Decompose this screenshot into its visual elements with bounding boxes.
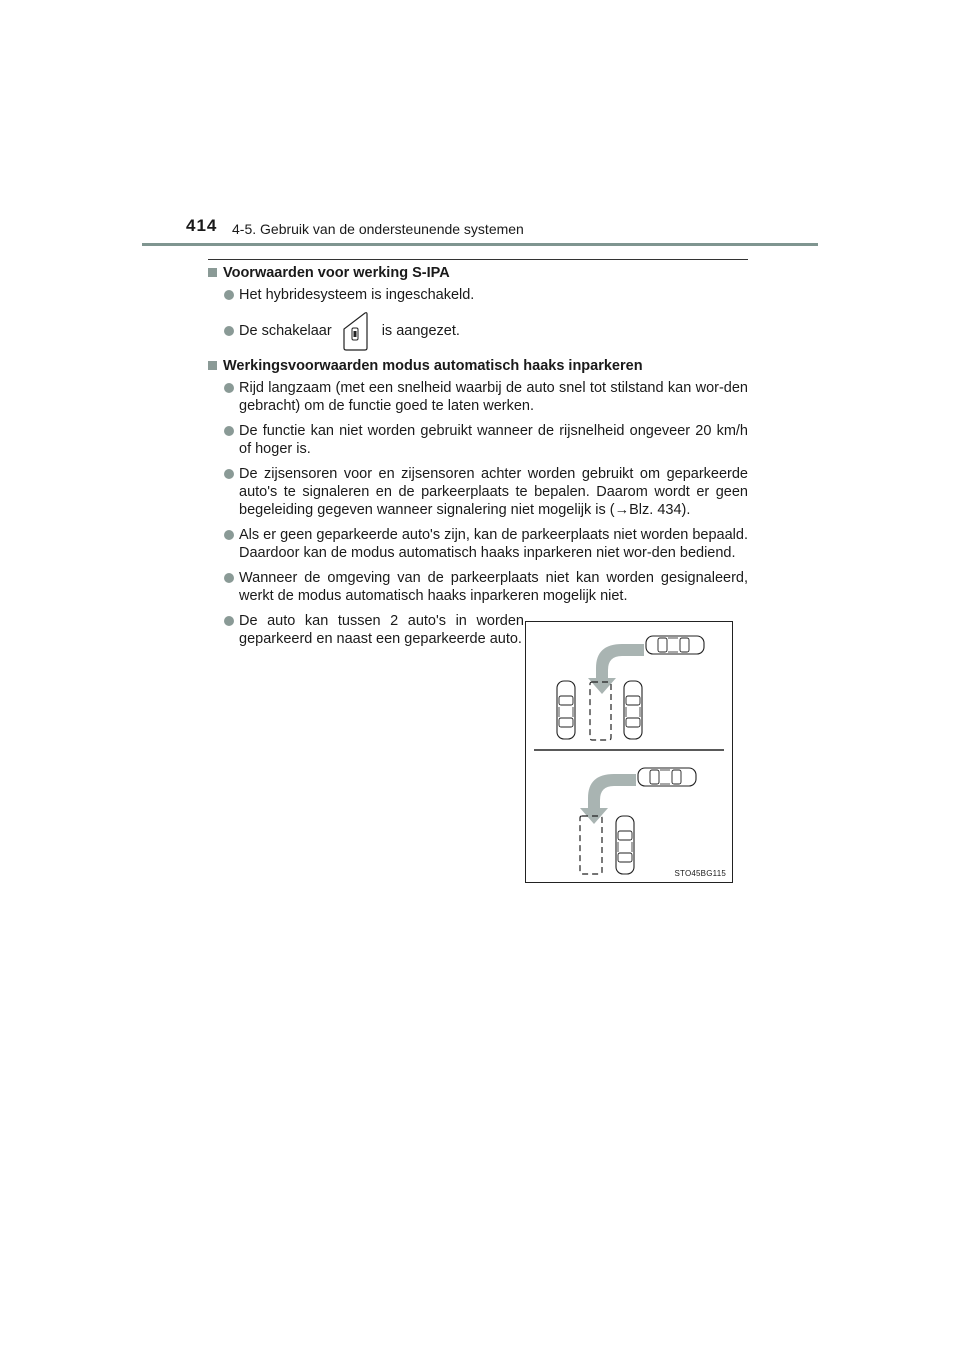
section-heading-text: Werkingsvoorwaarden modus automatisch haaks inparkeren [223,358,643,374]
section-heading [208,264,748,282]
list-item-text: De auto kan tussen 2 auto's in worden geparkeerd en naast een geparkeerde auto. [239,613,524,647]
page-number: 414 [186,216,218,235]
circle-bullet-icon [224,383,234,393]
list-item-text: De functie kan niet worden gebruikt wanneer de rijsnelheid ongeveer 20 km/h of hoger is. [239,423,748,457]
car-icon [646,636,704,654]
circle-bullet-icon [224,426,234,436]
car-icon [616,816,634,874]
list-item [208,286,748,304]
list-item-text-before: De schakelaar [239,323,332,339]
content [208,264,748,655]
list-item [208,526,748,562]
section-heading-text: Voorwaarden voor werking S-IPA [223,265,450,281]
list-item-switch [208,311,748,351]
list-item-text: Het hybridesysteem is ingeschakeld. [239,287,475,303]
circle-bullet-icon [224,469,234,479]
car-icon [557,681,575,739]
list-item [208,422,748,458]
header-rule [142,243,818,246]
list-item-text: Als er geen geparkeerde auto's zijn, kan de parkeerplaats niet worden bepaald. Daardoor kan de modus automatisch haaks inparkeren niet wor-den bediend. [239,527,748,561]
parking-space-icon [580,816,602,874]
list-item [208,465,748,519]
list-item [208,569,748,605]
list-item-text: Wanneer de omgeving van de parkeerplaats niet kan worden gesignaleerd, werkt de modus automatisch haaks inparkeren mogelijk niet. [239,570,748,604]
section-heading [208,357,748,375]
list-item-text: Rijd langzaam (met een snelheid waarbij de auto snel tot stilstand kan wor-den gebracht) om de functie goed te laten werken. [239,380,748,414]
circle-bullet-icon [224,290,234,300]
circle-bullet-icon [224,573,234,583]
list-item-text-after: is aangezet. [381,323,460,339]
content-top-rule [208,259,748,260]
figure-label: STO45BG115 [674,869,726,878]
circle-bullet-icon [224,530,234,540]
parking-assist-switch-icon [340,311,370,351]
circle-bullet-icon [224,616,234,626]
section-title: 4-5. Gebruik van de ondersteunende systemen [232,221,524,237]
car-icon [638,768,696,786]
square-heading-icon [208,361,217,370]
list-item-text: De zijsensoren voor en zijsensoren achter worden gebruikt om geparkeerde auto's te signaleren en de parkeerplaats te bepalen. Daarom wordt er geen begeleiding gegeven wanneer signalering niet mogelijk is (→Blz. 434). [239,466,748,518]
square-heading-icon [208,268,217,277]
list-item [208,379,748,415]
list-item [208,612,524,648]
parking-illustration [525,621,733,883]
car-icon [624,681,642,739]
circle-bullet-icon [224,326,234,336]
